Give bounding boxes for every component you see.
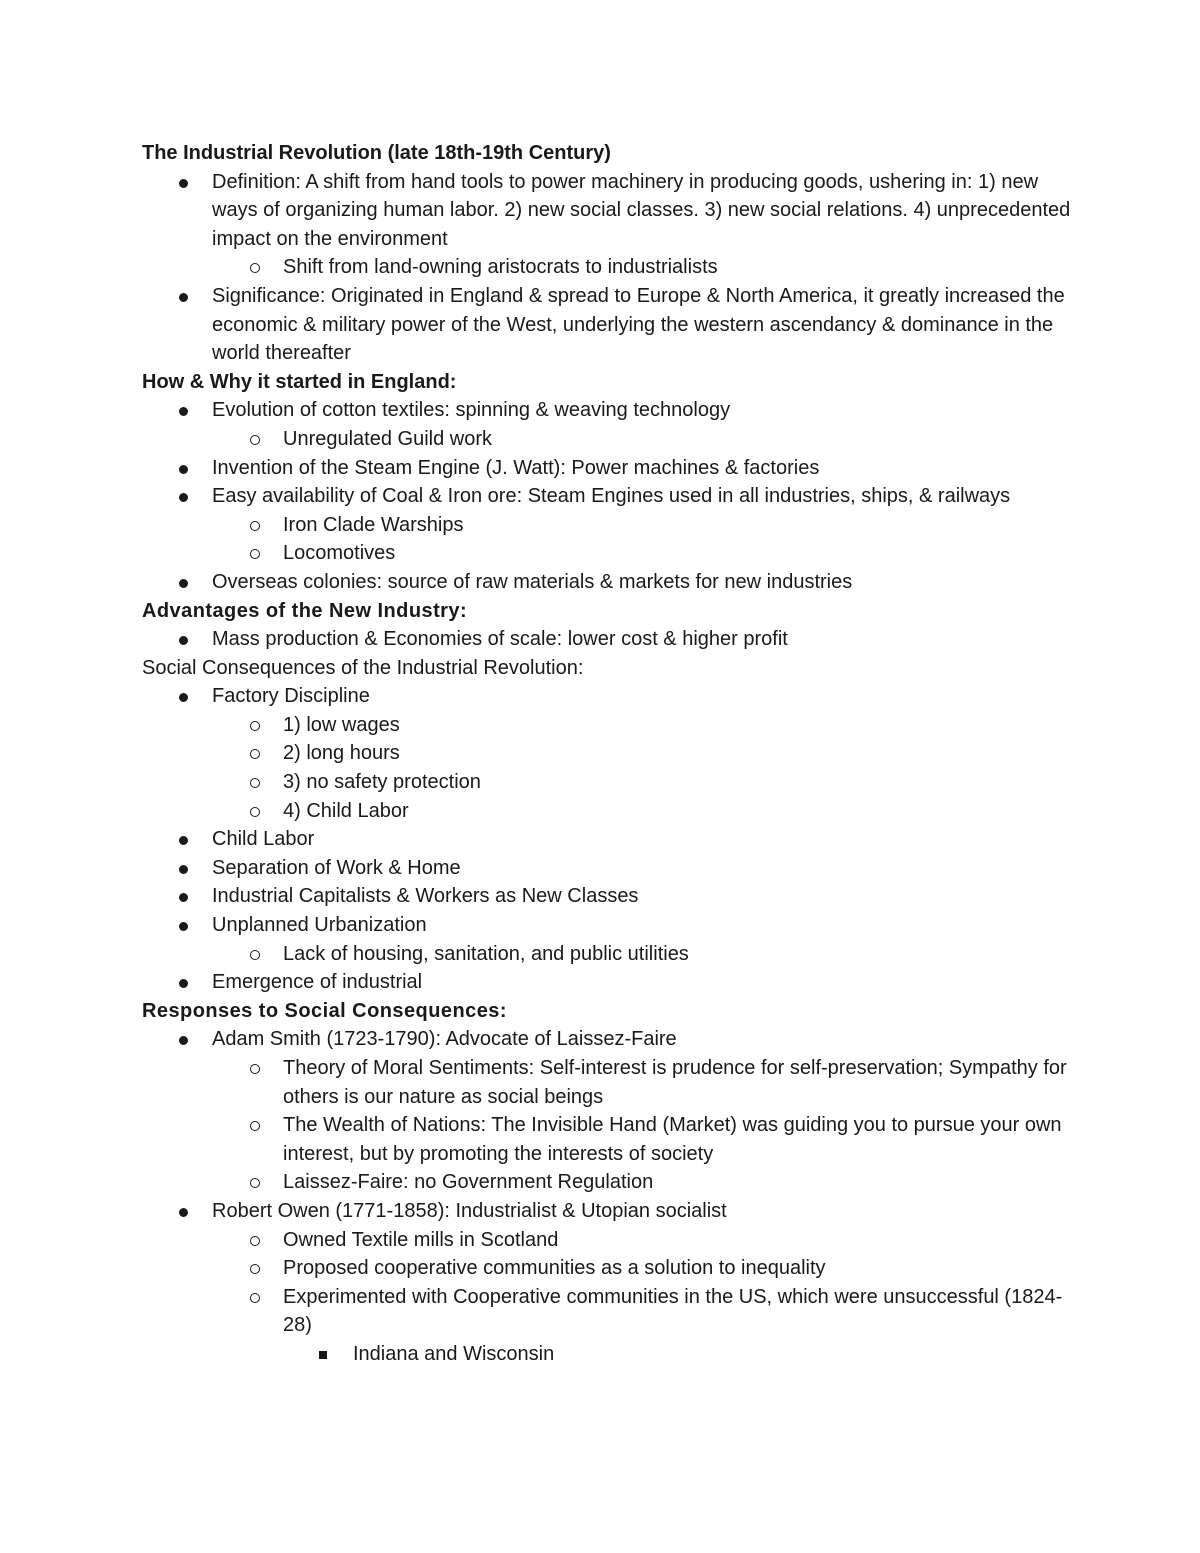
bullet-circle-icon	[250, 1293, 260, 1303]
bullet-circle-icon	[250, 1121, 260, 1131]
list-item	[142, 1025, 1082, 1054]
list-item-text: Owned Textile mills in Scotland	[283, 1228, 559, 1251]
list-item	[142, 1054, 1082, 1111]
list-item	[142, 568, 1082, 597]
bullet-disc-icon	[179, 293, 188, 302]
bullet-circle-icon	[250, 435, 260, 445]
bullet-circle-icon	[250, 521, 260, 531]
bullet-disc-icon	[179, 579, 188, 588]
list-item-text: 1) low wages	[283, 713, 400, 736]
bullet-circle-icon	[250, 1236, 260, 1246]
list-item-text: Emergence of industrial	[212, 971, 423, 994]
list-item-text: Iron Clade Warships	[283, 513, 464, 536]
bullet-disc-icon	[179, 979, 188, 988]
list-item	[142, 511, 1082, 540]
list-item-text: Lack of housing, sanitation, and public utilities	[283, 942, 689, 965]
bullet-disc-icon	[179, 836, 188, 845]
list-item	[142, 425, 1082, 454]
list-item-text: Child Labor	[212, 828, 315, 851]
list-item	[142, 882, 1082, 911]
list-item	[142, 1254, 1082, 1283]
list-item	[142, 739, 1082, 768]
list-item-text: Experimented with Cooperative communities in the US, which were unsuccessful (1824-28)	[283, 1285, 1063, 1337]
list-item	[142, 711, 1082, 740]
list-item-text: Factory Discipline	[212, 685, 370, 708]
bullet-circle-icon	[250, 749, 260, 759]
list-item-text: Proposed cooperative communities as a solution to inequality	[283, 1257, 826, 1280]
document-body	[142, 139, 1082, 1369]
list-item-text: Easy availability of Coal & Iron ore: Steam Engines used in all industries, ships, & railways	[212, 485, 1011, 508]
list-item-text: Overseas colonies: source of raw materials & markets for new industries	[212, 570, 853, 593]
list-item	[142, 396, 1082, 425]
list-item-text: Adam Smith (1723-1790): Advocate of Laissez-Faire	[212, 1028, 677, 1051]
list-item	[142, 253, 1082, 282]
list-item	[142, 854, 1082, 883]
list-item	[142, 768, 1082, 797]
list-item	[142, 911, 1082, 940]
list-item	[142, 825, 1082, 854]
bullet-circle-icon	[250, 1064, 260, 1074]
list-item-text: 3) no safety protection	[283, 771, 481, 794]
list-item	[142, 482, 1082, 511]
bullet-circle-icon	[250, 807, 260, 817]
list-item-text: Invention of the Steam Engine (J. Watt): Power machines & factories	[212, 456, 820, 479]
bullet-circle-icon	[250, 1264, 260, 1274]
bullet-circle-icon	[250, 549, 260, 559]
bullet-circle-icon	[250, 950, 260, 960]
list-item	[142, 168, 1082, 254]
bullet-disc-icon	[179, 1036, 188, 1045]
list-item	[142, 625, 1082, 654]
list-item-text: Shift from land-owning aristocrats to industrialists	[283, 256, 718, 279]
bullet-disc-icon	[179, 893, 188, 902]
list-item-text: Unplanned Urbanization	[212, 914, 427, 937]
list-item-text: 4) Child Labor	[283, 799, 409, 822]
list-item-text: Mass production & Economies of scale: lower cost & higher profit	[212, 628, 788, 651]
bullet-circle-icon	[250, 721, 260, 731]
document-title: The Industrial Revolution (late 18th-19th Century)	[142, 142, 611, 164]
list-item-text: Industrial Capitalists & Workers as New Classes	[212, 885, 639, 908]
list-item	[142, 1283, 1082, 1340]
list-item-text: Theory of Moral Sentiments: Self-interest is prudence for self-preservation; Sympathy for others is our nature as social beings	[283, 1057, 1067, 1108]
list-item-text: Significance: Originated in England & spread to Europe & North America, it greatly increased the economic & military power of the West, underlying the western ascendancy & dominance in the world thereafter	[212, 284, 1065, 365]
bullet-disc-icon	[179, 1208, 188, 1217]
bullet-disc-icon	[179, 693, 188, 702]
list-item	[142, 940, 1082, 969]
list-item-text: Definition: A shift from hand tools to power machinery in producing goods, ushering in: 1) new ways of organizing human labor. 2) new social classes. 3) new social relations. 4) unprecedented impact on the environment	[212, 170, 1071, 250]
list-item-text: Locomotives	[283, 542, 396, 565]
bullet-circle-icon	[250, 1178, 260, 1188]
list-item	[142, 539, 1082, 568]
bullet-disc-icon	[179, 922, 188, 931]
list-item	[142, 1111, 1082, 1168]
list-item-text: Evolution of cotton textiles: spinning & weaving technology	[212, 399, 731, 422]
list-item-text: Indiana and Wisconsin	[353, 1342, 555, 1365]
list-item	[142, 1340, 1082, 1369]
list-item-text: Separation of Work & Home	[212, 856, 461, 879]
bullet-circle-icon	[250, 263, 260, 273]
section-heading-advantages: Advantages of the New Industry:	[142, 599, 468, 622]
bullet-disc-icon	[179, 493, 188, 502]
list-item-text: Laissez-Faire: no Government Regulation	[283, 1171, 654, 1194]
list-item	[142, 797, 1082, 826]
section-heading-responses: Responses to Social Consequences:	[142, 999, 507, 1022]
bullet-circle-icon	[250, 778, 260, 788]
bullet-disc-icon	[179, 636, 188, 645]
list-item	[142, 282, 1082, 368]
list-item-text: Robert Owen (1771-1858): Industrialist & Utopian socialist	[212, 1199, 727, 1222]
list-item	[142, 1226, 1082, 1255]
list-item	[142, 968, 1082, 997]
list-item-text: The Wealth of Nations: The Invisible Hand (Market) was guiding you to pursue your own interest, but by promoting the interests of society	[283, 1114, 1062, 1165]
bullet-square-icon	[319, 1351, 327, 1359]
bullet-disc-icon	[179, 465, 188, 474]
list-item-text: 2) long hours	[283, 742, 400, 765]
list-item	[142, 1197, 1082, 1226]
bullet-disc-icon	[179, 407, 188, 416]
list-item-text: Unregulated Guild work	[283, 427, 492, 450]
bullet-disc-icon	[179, 179, 188, 188]
section-heading-england: How & Why it started in England:	[142, 370, 457, 393]
list-item	[142, 454, 1082, 483]
list-item	[142, 682, 1082, 711]
bullet-disc-icon	[179, 865, 188, 874]
list-item	[142, 1168, 1082, 1197]
section-heading-social-consequences: Social Consequences of the Industrial Revolution:	[142, 656, 584, 679]
